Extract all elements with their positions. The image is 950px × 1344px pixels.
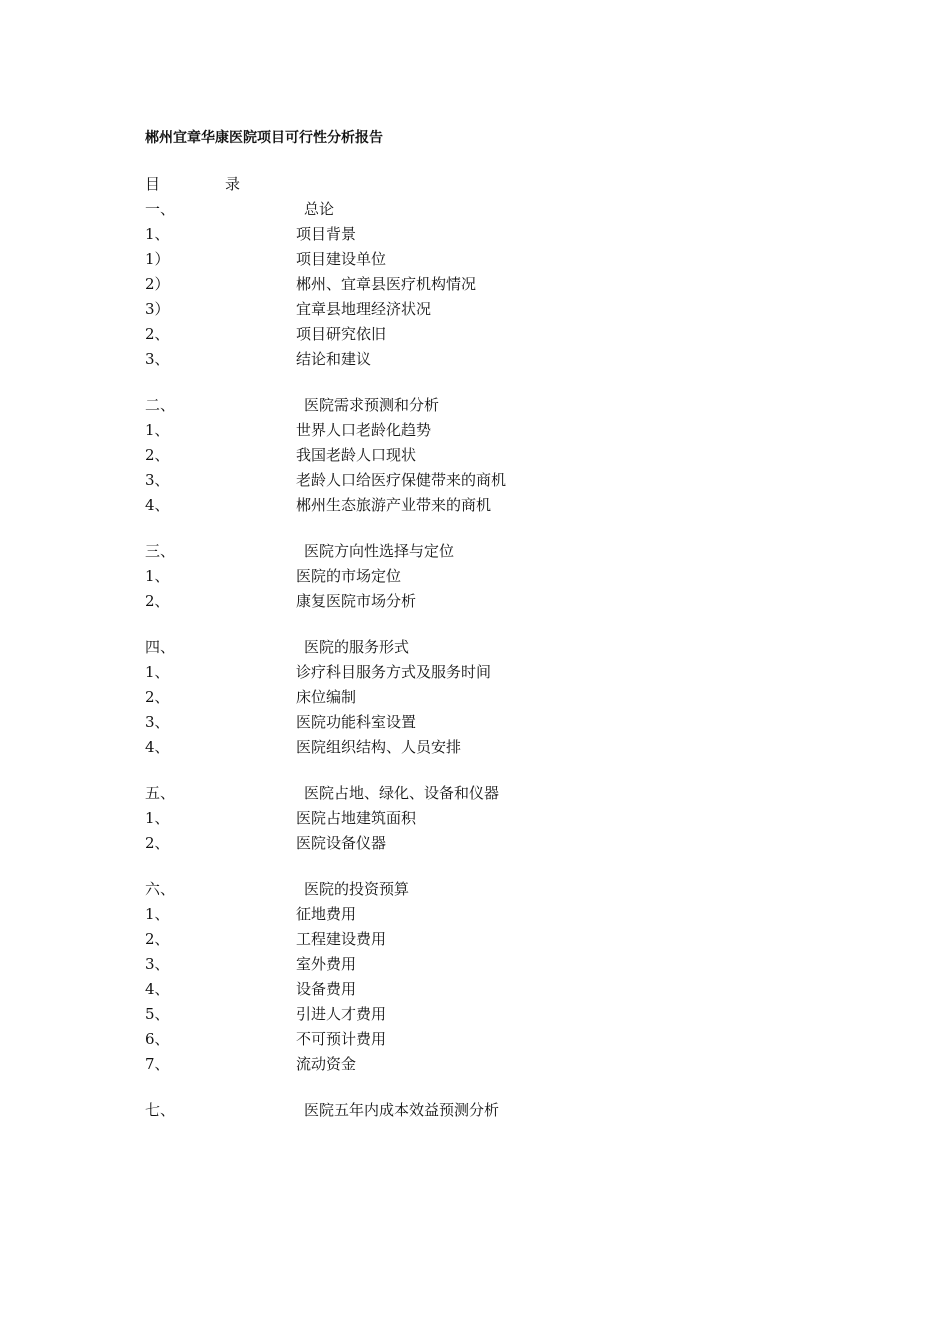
toc-section-number: 二、 [145, 396, 176, 414]
toc-item-number: 3、 [145, 955, 170, 973]
toc-item-number: 1、 [145, 225, 170, 243]
toc-section-heading [0, 394, 950, 419]
toc-item-number: 1、 [145, 809, 170, 827]
toc-section-number: 四、 [145, 638, 176, 656]
toc-item-number: 2、 [145, 930, 170, 948]
toc-item-number: 7、 [145, 1055, 170, 1073]
toc-item [0, 223, 950, 248]
toc-item [0, 661, 950, 686]
toc-item-text: 床位编制 [296, 688, 357, 706]
toc-section-heading [0, 782, 950, 807]
toc-item-text: 工程建设费用 [296, 930, 387, 948]
toc-item-number: 1） [145, 250, 170, 268]
toc-item-text: 郴州生态旅游产业带来的商机 [296, 496, 492, 514]
toc-item-number: 3、 [145, 350, 170, 368]
toc-item-text: 设备费用 [296, 980, 357, 998]
toc-item-text: 医院设备仪器 [296, 834, 387, 852]
toc-section-number: 五、 [145, 784, 176, 802]
toc-item [0, 711, 950, 736]
toc-section [0, 782, 950, 857]
toc-section-title: 医院五年内成本效益预测分析 [304, 1101, 500, 1119]
toc-item [0, 323, 950, 348]
toc-item-text: 我国老龄人口现状 [296, 446, 417, 464]
toc-item [0, 1053, 950, 1078]
toc-item-number: 5、 [145, 1005, 170, 1023]
toc-item [0, 736, 950, 761]
toc-section-title: 医院的投资预算 [304, 880, 410, 898]
toc-item [0, 928, 950, 953]
toc-item-number: 4、 [145, 738, 170, 756]
toc-section [0, 878, 950, 1078]
toc-section-heading [0, 540, 950, 565]
toc-item-number: 2） [145, 275, 170, 293]
toc-item-text: 世界人口老龄化趋势 [296, 421, 432, 439]
toc-item-text: 诊疗科目服务方式及服务时间 [296, 663, 492, 681]
toc-item-text: 项目建设单位 [296, 250, 387, 268]
toc-item-number: 2、 [145, 834, 170, 852]
toc-item-number: 1、 [145, 905, 170, 923]
toc-item [0, 565, 950, 590]
table-of-contents [0, 198, 950, 1145]
toc-item [0, 953, 950, 978]
toc-item [0, 248, 950, 273]
toc-item-text: 结论和建议 [296, 350, 372, 368]
toc-section-heading [0, 878, 950, 903]
toc-item-text: 不可预计费用 [296, 1030, 387, 1048]
toc-item [0, 469, 950, 494]
toc-item-text: 医院组织结构、人员安排 [296, 738, 462, 756]
toc-item [0, 444, 950, 469]
toc-item-text: 医院的市场定位 [296, 567, 402, 585]
toc-item-number: 4、 [145, 496, 170, 514]
toc-item [0, 903, 950, 928]
toc-item [0, 1028, 950, 1053]
toc-item-text: 宜章县地理经济状况 [296, 300, 432, 318]
toc-section-heading [0, 1099, 950, 1124]
toc-item-number: 2、 [145, 688, 170, 706]
toc-item [0, 807, 950, 832]
toc-item-number: 2、 [145, 592, 170, 610]
toc-section-number: 三、 [145, 542, 176, 560]
toc-item [0, 419, 950, 444]
toc-section [0, 1099, 950, 1124]
toc-item-text: 医院功能科室设置 [296, 713, 417, 731]
toc-item-number: 1、 [145, 567, 170, 585]
toc-item-number: 3、 [145, 471, 170, 489]
toc-item-text: 项目背景 [296, 225, 357, 243]
toc-section-title: 医院方向性选择与定位 [304, 542, 455, 560]
toc-item-text: 老龄人口给医疗保健带来的商机 [296, 471, 507, 489]
toc-section-number: 六、 [145, 880, 176, 898]
toc-item-text: 流动资金 [296, 1055, 357, 1073]
toc-item [0, 686, 950, 711]
toc-item-text: 项目研究依旧 [296, 325, 387, 343]
toc-item-number: 4、 [145, 980, 170, 998]
toc-item-number: 3、 [145, 713, 170, 731]
toc-section-heading [0, 198, 950, 223]
toc-item-number: 1、 [145, 663, 170, 681]
toc-section-heading [0, 636, 950, 661]
toc-item-number: 6、 [145, 1030, 170, 1048]
toc-item-text: 引进人才费用 [296, 1005, 387, 1023]
toc-section-title: 医院需求预测和分析 [304, 396, 440, 414]
toc-item-text: 室外费用 [296, 955, 357, 973]
document-title: 郴州宜章华康医院项目可行性分析报告 [145, 130, 383, 146]
toc-item-number: 3） [145, 300, 170, 318]
toc-item-text: 康复医院市场分析 [296, 592, 417, 610]
toc-item [0, 978, 950, 1003]
toc-item [0, 494, 950, 519]
toc-item-text: 郴州、宜章县医疗机构情况 [296, 275, 477, 293]
toc-heading-right: 录 [225, 175, 241, 193]
toc-item [0, 348, 950, 373]
toc-section [0, 198, 950, 373]
toc-item-text: 医院占地建筑面积 [296, 809, 417, 827]
toc-section-title: 医院的服务形式 [304, 638, 410, 656]
toc-item-number: 2、 [145, 446, 170, 464]
toc-section-number: 七、 [145, 1101, 176, 1119]
toc-item-number: 2、 [145, 325, 170, 343]
toc-section-title: 医院占地、绿化、设备和仪器 [304, 784, 500, 802]
toc-heading-left: 目 [145, 175, 161, 193]
toc-item-text: 征地费用 [296, 905, 357, 923]
toc-section [0, 540, 950, 615]
toc-section-title: 总论 [304, 200, 335, 218]
toc-item [0, 273, 950, 298]
toc-item [0, 590, 950, 615]
toc-item [0, 298, 950, 323]
toc-section-number: 一、 [145, 200, 176, 218]
toc-item [0, 1003, 950, 1028]
toc-item [0, 832, 950, 857]
toc-section [0, 394, 950, 519]
toc-item-number: 1、 [145, 421, 170, 439]
toc-section [0, 636, 950, 761]
